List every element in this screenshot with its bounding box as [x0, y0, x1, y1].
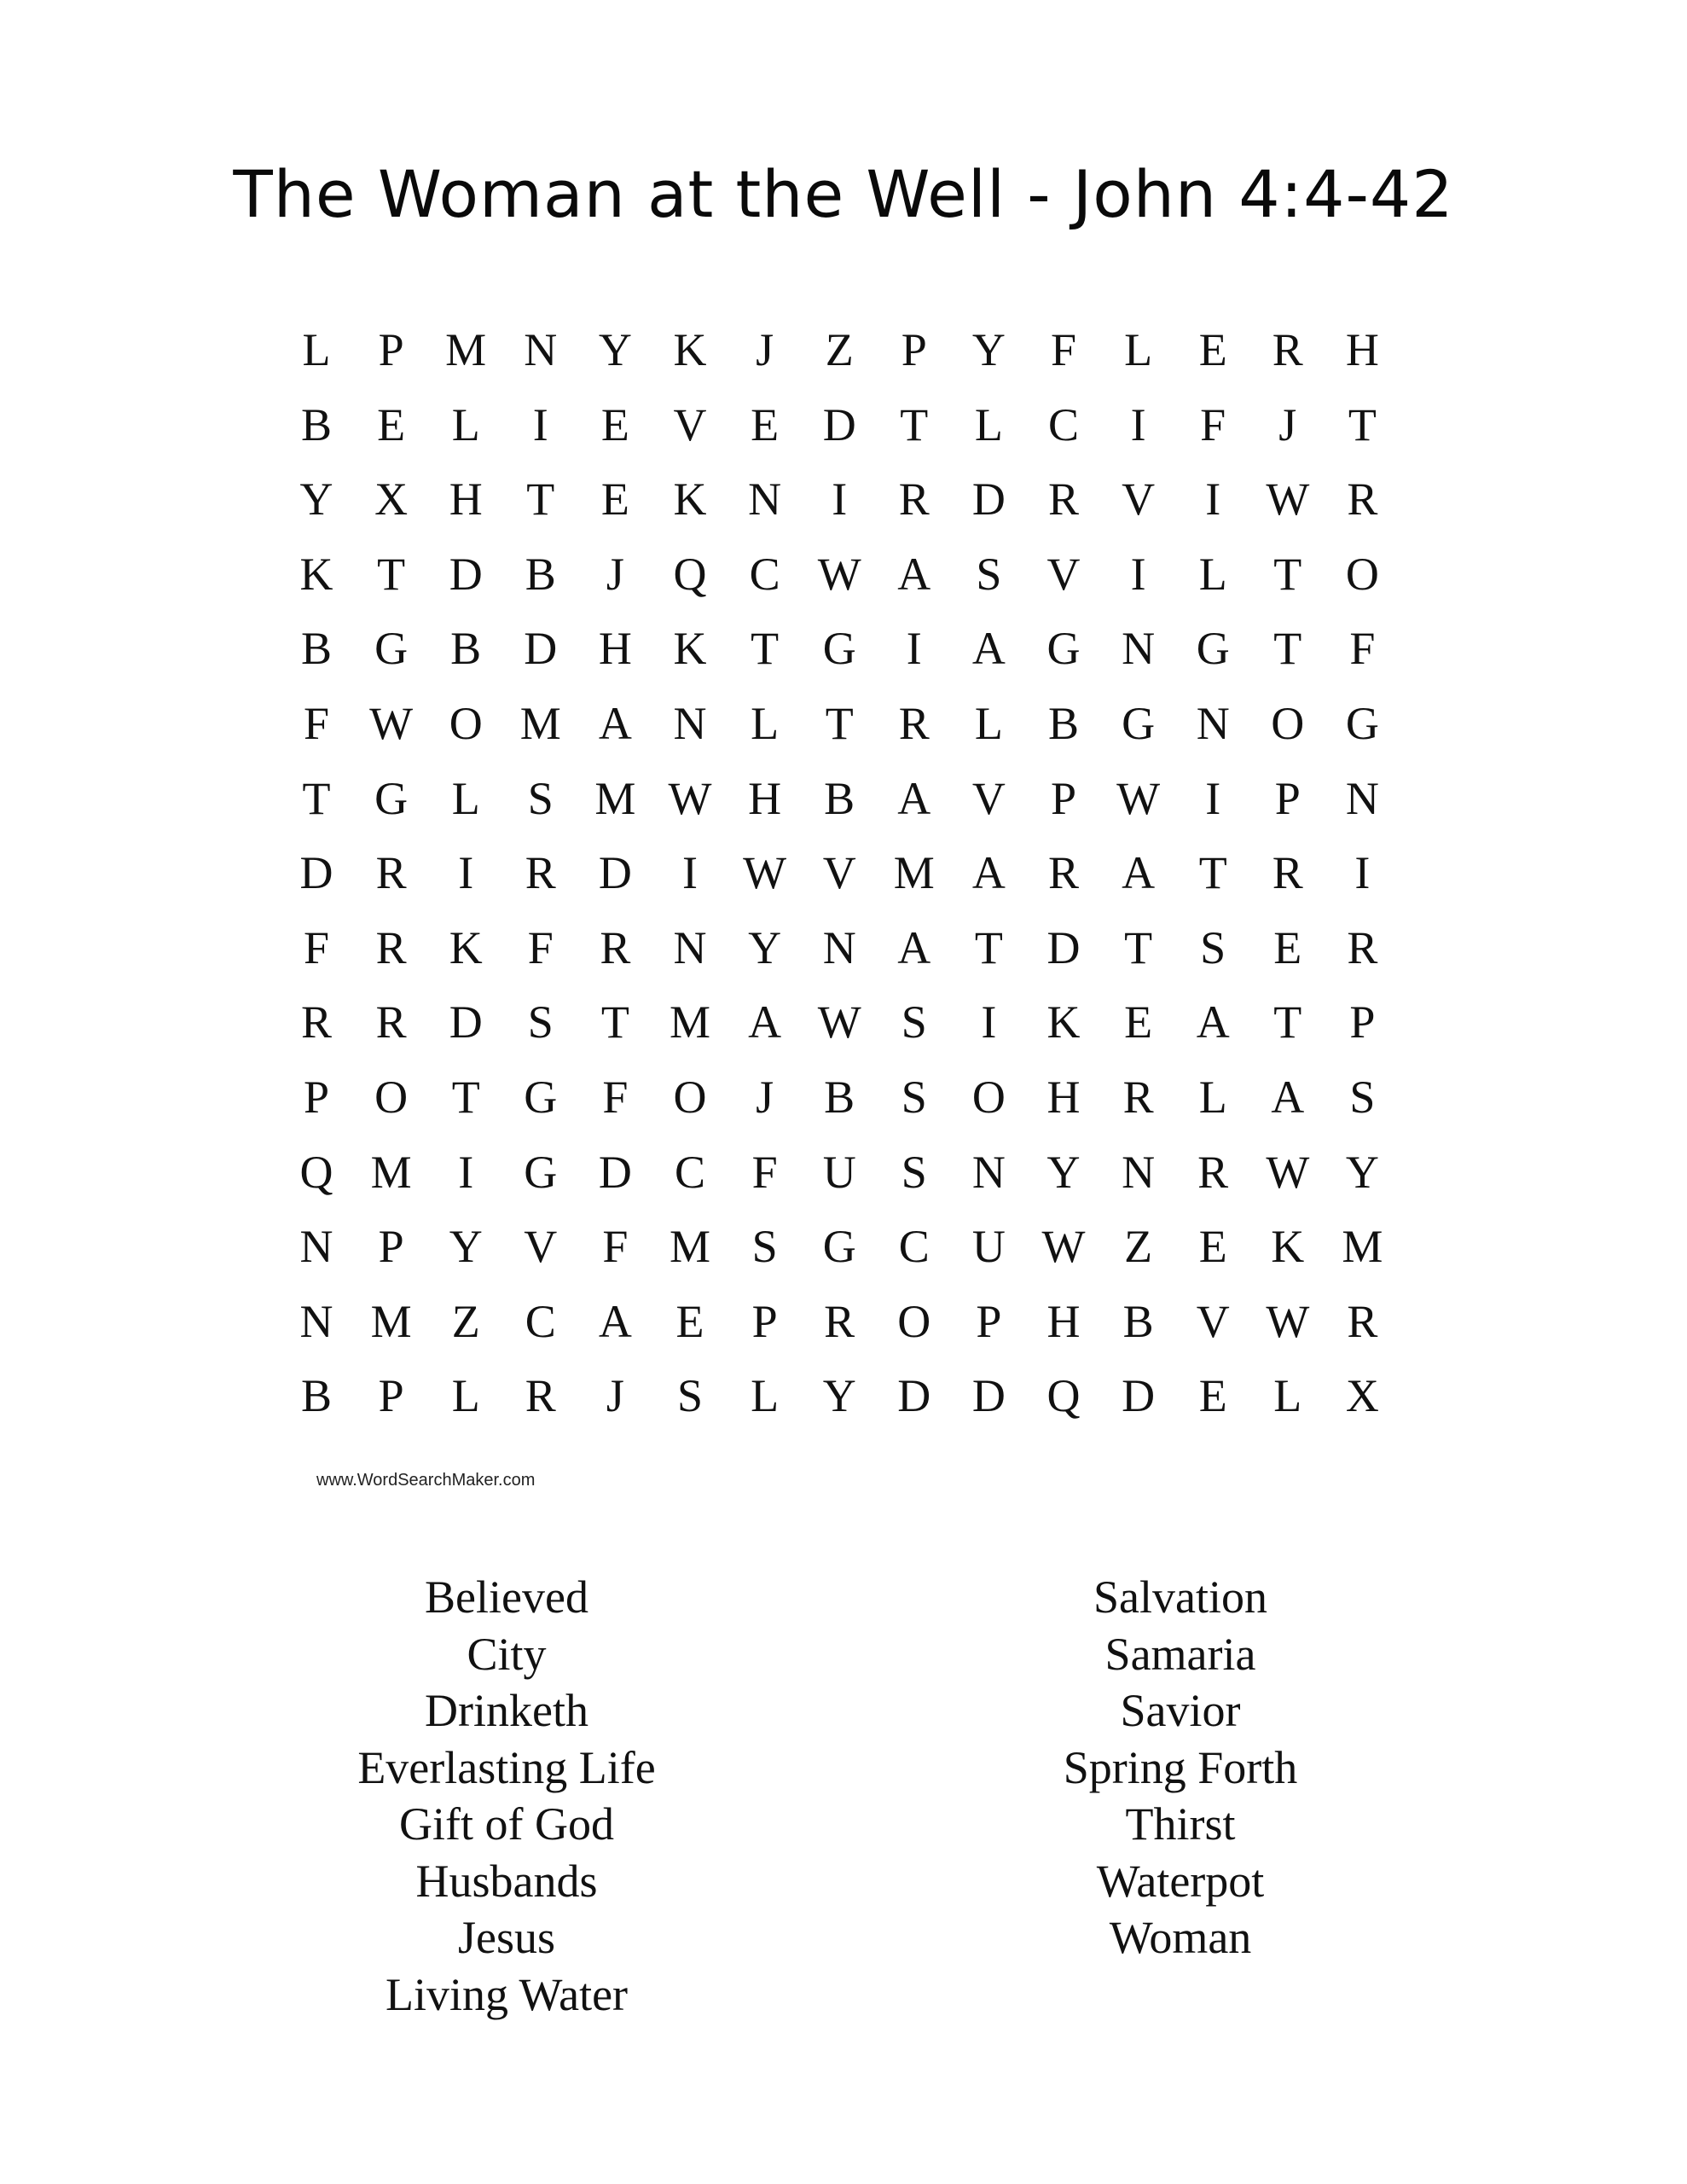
grid-letter: T	[526, 473, 555, 526]
grid-letter: B	[824, 1072, 855, 1123]
word-list-item: Gift of God	[399, 1798, 614, 1850]
grid-letter: M	[669, 1221, 710, 1273]
grid-letter: I	[1130, 548, 1146, 600]
grid-letter: T	[1273, 623, 1302, 675]
credit-text: www.WordSearchMaker.com	[316, 1471, 536, 1490]
grid-letter: C	[525, 1295, 556, 1347]
grid-letter: N	[1122, 623, 1156, 675]
grid-letter: L	[974, 398, 1003, 450]
grid-letter: K	[299, 548, 333, 600]
grid-letter: U	[822, 1146, 856, 1198]
grid-letter: M	[370, 1295, 412, 1347]
grid-letter: K	[673, 324, 707, 375]
grid-letter: V	[673, 398, 707, 450]
grid-letter: L	[1124, 324, 1153, 375]
grid-letter: E	[675, 1295, 704, 1347]
grid-letter: Z	[1124, 1221, 1153, 1273]
grid-letter: S	[901, 1146, 927, 1198]
grid-letter: O	[971, 1072, 1006, 1123]
grid-letter: I	[532, 398, 548, 450]
grid-letter: R	[600, 921, 631, 973]
grid-letter: R	[1272, 847, 1303, 899]
grid-letter: G	[524, 1072, 558, 1123]
grid-letter: R	[898, 473, 930, 526]
grid-letter: G	[822, 1221, 856, 1273]
grid-letter: O	[1271, 698, 1305, 749]
grid-letter: B	[300, 1370, 333, 1422]
grid-letter: G	[1122, 698, 1156, 749]
grid-letter: D	[1046, 921, 1081, 973]
grid-letter: I	[906, 623, 922, 675]
grid-letter: N	[971, 1146, 1006, 1198]
grid-letter: T	[900, 398, 929, 450]
word-list-item: Everlasting Life	[357, 1741, 656, 1793]
grid-letter: N	[524, 324, 558, 375]
grid-letter: A	[598, 1295, 632, 1347]
grid-letter: V	[822, 847, 856, 899]
word-list-item: Drinketh	[425, 1685, 588, 1736]
grid-letter: T	[1348, 398, 1377, 450]
grid-letter: W	[817, 548, 861, 600]
word-list-item: Husbands	[415, 1855, 598, 1907]
grid-letter: B	[300, 623, 333, 675]
grid-letter: M	[519, 698, 561, 749]
grid-letter: V	[1122, 473, 1156, 526]
grid-letter: B	[1122, 1295, 1154, 1347]
word-list-item: Believed	[425, 1571, 588, 1623]
grid-letter: V	[524, 1221, 558, 1273]
grid-letter: Z	[825, 324, 854, 375]
grid-letter: R	[1122, 1072, 1154, 1123]
word-list-item: Savior	[1120, 1685, 1241, 1736]
grid-letter: P	[901, 324, 927, 375]
grid-letter: E	[377, 398, 406, 450]
word-list-item: Salvation	[1093, 1571, 1267, 1623]
grid-letter: W	[369, 698, 414, 749]
grid-letter: F	[751, 1146, 778, 1198]
grid-letter: G	[374, 623, 409, 675]
grid-letter: B	[300, 398, 333, 450]
grid-letter: O	[673, 1072, 707, 1123]
grid-letter: S	[901, 1072, 927, 1123]
grid-letter: P	[1050, 772, 1077, 824]
grid-letter: W	[1116, 772, 1161, 824]
word-list-item: Samaria	[1104, 1628, 1256, 1680]
grid-letter: P	[976, 1295, 1002, 1347]
grid-letter: W	[1041, 1221, 1086, 1273]
grid-letter: Y	[748, 921, 782, 973]
grid-letter: P	[303, 1072, 330, 1123]
grid-letter: X	[374, 473, 409, 526]
grid-letter: T	[1273, 548, 1302, 600]
grid-letter: A	[897, 548, 931, 600]
grid-letter: S	[676, 1370, 704, 1422]
grid-letter: A	[971, 623, 1006, 675]
grid-letter: A	[1271, 1072, 1305, 1123]
grid-letter: R	[1347, 921, 1378, 973]
grid-letter: S	[751, 1221, 778, 1273]
grid-letter: H	[598, 623, 632, 675]
grid-letter: T	[600, 996, 629, 1048]
grid-letter: N	[748, 473, 782, 526]
grid-letter: M	[893, 847, 935, 899]
grid-letter: T	[1198, 847, 1227, 899]
grid-letter: T	[1273, 996, 1302, 1048]
grid-letter: S	[527, 772, 554, 824]
grid-letter: O	[374, 1072, 409, 1123]
grid-letter: L	[1198, 548, 1227, 600]
grid-letter: U	[971, 1221, 1006, 1273]
grid-letter: K	[673, 473, 707, 526]
grid-letter: G	[1345, 698, 1379, 749]
grid-letter: L	[1273, 1370, 1302, 1422]
grid-letter: J	[606, 1370, 624, 1422]
grid-letter: D	[598, 847, 632, 899]
grid-letter: V	[1196, 1295, 1230, 1347]
grid-letter: L	[751, 1370, 780, 1422]
grid-letter: L	[302, 324, 331, 375]
grid-letter: M	[1342, 1221, 1383, 1273]
grid-letter: B	[1047, 698, 1080, 749]
grid-letter: S	[976, 548, 1002, 600]
grid-letter: H	[1046, 1072, 1081, 1123]
grid-letter: M	[370, 1146, 412, 1198]
word-list-item: Woman	[1109, 1912, 1252, 1963]
word-list-item: City	[467, 1628, 547, 1680]
grid-letter: G	[524, 1146, 558, 1198]
grid-letter: Y	[299, 473, 333, 526]
grid-letter: A	[971, 847, 1006, 899]
grid-letter: D	[822, 398, 856, 450]
grid-letter: F	[602, 1072, 629, 1123]
grid-letter: R	[300, 996, 333, 1048]
word-list-item: Jesus	[457, 1912, 555, 1963]
grid-letter: V	[971, 772, 1006, 824]
grid-letter: E	[1198, 324, 1227, 375]
grid-letter: H	[449, 473, 483, 526]
grid-letter: S	[1349, 1072, 1376, 1123]
grid-letter: F	[303, 921, 330, 973]
grid-letter: L	[751, 698, 780, 749]
grid-letter: G	[374, 772, 409, 824]
grid-letter: T	[302, 772, 331, 824]
grid-letter: L	[451, 772, 480, 824]
grid-letter: L	[974, 698, 1003, 749]
grid-letter: K	[673, 623, 707, 675]
grid-letter: G	[1196, 623, 1230, 675]
grid-letter: N	[299, 1221, 333, 1273]
grid-letter: E	[751, 398, 780, 450]
grid-letter: H	[1046, 1295, 1081, 1347]
grid-letter: W	[668, 772, 712, 824]
grid-letter: R	[375, 996, 407, 1048]
grid-letter: R	[1047, 847, 1080, 899]
grid-letter: I	[1205, 772, 1221, 824]
grid-letter: I	[458, 1146, 474, 1198]
grid-letter: R	[375, 847, 407, 899]
word-list-item: Spring Forth	[1063, 1741, 1298, 1793]
grid-letter: P	[1274, 772, 1301, 824]
grid-letter: T	[825, 698, 854, 749]
grid-letter: J	[1278, 398, 1297, 450]
grid-letter: L	[451, 1370, 480, 1422]
grid-letter: C	[1047, 398, 1080, 450]
grid-letter: A	[1196, 996, 1230, 1048]
grid-letter: N	[299, 1295, 333, 1347]
grid-letter: P	[378, 324, 404, 375]
grid-letter: T	[751, 623, 780, 675]
grid-letter: I	[458, 847, 474, 899]
word-list-item: Thirst	[1125, 1798, 1236, 1850]
grid-letter: B	[824, 772, 855, 824]
grid-letter: J	[606, 548, 624, 600]
grid-letter: D	[449, 996, 483, 1048]
grid-letter: P	[378, 1370, 404, 1422]
grid-letter: M	[594, 772, 636, 824]
grid-letter: G	[822, 623, 856, 675]
grid-letter: K	[1271, 1221, 1305, 1273]
grid-letter: R	[1197, 1146, 1229, 1198]
grid-letter: W	[1266, 473, 1310, 526]
page-title: The Woman at the Well - John 4:4-42	[233, 156, 1454, 232]
grid-letter: T	[1124, 921, 1153, 973]
grid-letter: T	[451, 1072, 480, 1123]
grid-letter: A	[598, 698, 632, 749]
grid-letter: P	[1349, 996, 1376, 1048]
grid-letter: E	[600, 398, 629, 450]
grid-letter: C	[749, 548, 780, 600]
grid-letter: X	[1345, 1370, 1379, 1422]
grid-letter: Y	[1046, 1146, 1081, 1198]
grid-letter: R	[824, 1295, 855, 1347]
grid-letter: R	[1347, 1295, 1378, 1347]
grid-letter: R	[1347, 473, 1378, 526]
grid-letter: B	[525, 548, 556, 600]
grid-letter: Q	[673, 548, 707, 600]
grid-letter: F	[1200, 398, 1226, 450]
grid-letter: E	[600, 473, 629, 526]
grid-letter: C	[674, 1146, 706, 1198]
grid-letter: O	[1345, 548, 1379, 600]
grid-letter: L	[1198, 1072, 1227, 1123]
grid-letter: J	[756, 1072, 774, 1123]
grid-letter: E	[1273, 921, 1302, 973]
grid-letter: Y	[1345, 1146, 1379, 1198]
grid-letter: Y	[598, 324, 632, 375]
grid-letter: Q	[299, 1146, 333, 1198]
grid-letter: W	[743, 847, 787, 899]
grid-letter: E	[1198, 1221, 1227, 1273]
grid-letter: K	[449, 921, 483, 973]
grid-letter: I	[832, 473, 848, 526]
grid-letter: O	[897, 1295, 931, 1347]
grid-letter: A	[897, 772, 931, 824]
grid-letter: W	[817, 996, 861, 1048]
grid-letter: S	[527, 996, 554, 1048]
grid-letter: V	[1046, 548, 1081, 600]
word-list-item: Living Water	[385, 1968, 629, 2020]
grid-letter: E	[1198, 1370, 1227, 1422]
grid-letter: F	[303, 698, 330, 749]
grid-letter: A	[748, 996, 782, 1048]
grid-letter: P	[378, 1221, 404, 1273]
grid-letter: I	[981, 996, 997, 1048]
grid-letter: K	[1046, 996, 1081, 1048]
grid-letter: F	[1349, 623, 1376, 675]
grid-letter: R	[1272, 324, 1303, 375]
grid-letter: D	[971, 1370, 1006, 1422]
grid-letter: Z	[451, 1295, 480, 1347]
grid-letter: B	[450, 623, 482, 675]
grid-letter: R	[525, 1370, 556, 1422]
grid-letter: S	[1200, 921, 1226, 973]
grid-letter: D	[449, 548, 483, 600]
grid-letter: H	[748, 772, 782, 824]
grid-letter: N	[1122, 1146, 1156, 1198]
grid-letter: C	[898, 1221, 930, 1273]
grid-letter: N	[1196, 698, 1230, 749]
grid-letter: R	[1047, 473, 1080, 526]
word-list-item: Waterpot	[1096, 1855, 1265, 1907]
grid-letter: N	[673, 921, 707, 973]
grid-letter: A	[897, 921, 931, 973]
grid-letter: G	[1046, 623, 1081, 675]
grid-letter: D	[897, 1370, 931, 1422]
grid-letter: R	[898, 698, 930, 749]
grid-letter: F	[602, 1221, 629, 1273]
grid-letter: R	[525, 847, 556, 899]
grid-letter: M	[669, 996, 710, 1048]
grid-letter: N	[1345, 772, 1379, 824]
grid-letter: T	[377, 548, 406, 600]
grid-letter: A	[1122, 847, 1156, 899]
grid-letter: Y	[449, 1221, 483, 1273]
grid-letter: F	[527, 921, 554, 973]
grid-letter: Y	[822, 1370, 856, 1422]
grid-letter: D	[524, 623, 558, 675]
grid-letter: D	[971, 473, 1006, 526]
grid-letter: D	[299, 847, 333, 899]
grid-letter: D	[1122, 1370, 1156, 1422]
grid-letter: I	[1205, 473, 1221, 526]
grid-letter: M	[445, 324, 487, 375]
grid-letter: T	[974, 921, 1003, 973]
grid-letter: W	[1266, 1146, 1310, 1198]
word-list-right	[882, 1569, 1479, 1966]
grid-letter: F	[1050, 324, 1077, 375]
grid-letter: L	[451, 398, 480, 450]
grid-letter: N	[673, 698, 707, 749]
grid-letter: D	[598, 1146, 632, 1198]
grid-letter: P	[751, 1295, 778, 1347]
grid-letter: Y	[971, 324, 1006, 375]
grid-letter: Q	[1046, 1370, 1081, 1422]
grid-letter: N	[822, 921, 856, 973]
grid-letter: I	[1130, 398, 1146, 450]
grid-letter: I	[682, 847, 698, 899]
grid-letter: W	[1266, 1295, 1310, 1347]
grid-letter: O	[449, 698, 483, 749]
grid-letter: J	[756, 324, 774, 375]
grid-letter: I	[1354, 847, 1371, 899]
grid-letter: R	[375, 921, 407, 973]
grid-letter: H	[1345, 324, 1379, 375]
word-list-left	[208, 1569, 805, 2023]
grid-letter: S	[901, 996, 927, 1048]
grid-letter: E	[1124, 996, 1153, 1048]
